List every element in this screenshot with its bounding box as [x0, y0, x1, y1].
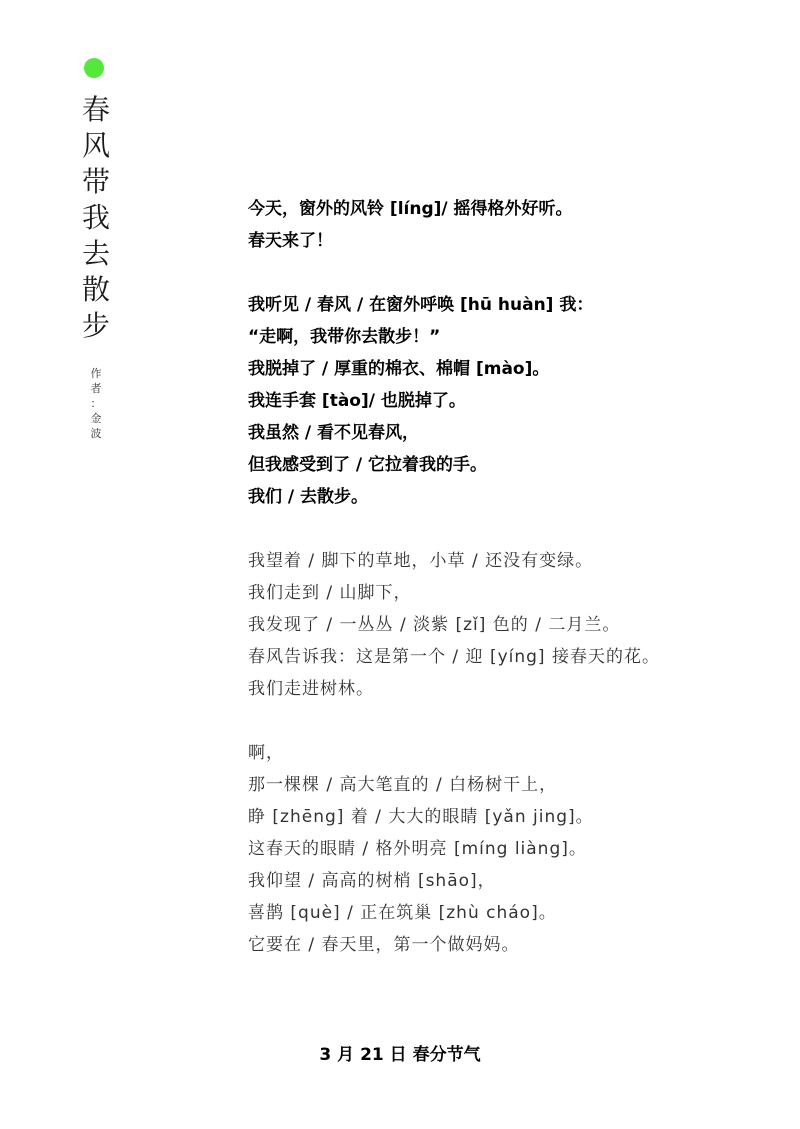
title-char: 散 [81, 273, 110, 306]
stanza-3 [248, 545, 768, 705]
poem-line: 我们走进树林。 [248, 679, 374, 699]
poem-line: 我脱掉了 / 厚重的棉衣、棉帽 [mào]。 [248, 359, 550, 379]
poem-line: 我听见 / 春风 / 在窗外呼唤 [hū huàn] 我： [248, 295, 594, 315]
poem-line: 那一棵棵 / 高大笔直的 / 白杨树干上， [248, 775, 558, 795]
vertical-title [78, 92, 114, 344]
poem-line: 我虽然 / 看不见春风， [248, 423, 420, 443]
poem-line: 睁 [zhēng] 着 / 大大的眼睛 [yǎn jing]。 [248, 807, 594, 827]
poem-line: 我连手套 [tào]/ 也脱掉了。 [248, 391, 466, 411]
author-char: ： [90, 397, 102, 410]
poem-body [248, 193, 768, 961]
poem-line: 我仰望 / 高高的树梢 [shāo]， [248, 871, 496, 891]
poem-line: 今天，窗外的风铃 [líng]/ 摇得格外好听。 [248, 199, 573, 219]
author-char: 金 [90, 412, 102, 425]
poem-line: 我望着 / 脚下的草地，小草 / 还没有变绿。 [248, 551, 594, 571]
poem-line: 春风告诉我：这是第一个 / 迎 [yíng] 接春天的花。 [248, 647, 660, 667]
stanza-4 [248, 737, 768, 961]
poem-line: 这春天的眼睛 / 格外明亮 [míng liàng]。 [248, 839, 587, 859]
poem-line: 春天来了！ [248, 231, 333, 251]
poem-line: 啊， [248, 743, 284, 763]
poem-line: “走啊，我带你去散步！” [248, 327, 441, 347]
stanza-1 [248, 193, 768, 257]
title-char: 风 [81, 129, 110, 162]
poem-line: 我发现了 / 一丛丛 / 淡紫 [zǐ] 色的 / 二月兰。 [248, 615, 621, 635]
poem-line: 我们 / 去散步。 [248, 487, 369, 507]
poem-line: 喜鹊 [què] / 正在筑巢 [zhù cháo]。 [248, 903, 557, 923]
author-char: 者 [90, 382, 102, 395]
title-char: 春 [81, 93, 110, 126]
title-char: 我 [81, 201, 110, 234]
green-dot-icon [84, 58, 104, 78]
footer-date: 3 月 21 日 春分节气 [319, 1045, 481, 1065]
author-char: 波 [90, 427, 102, 440]
author-char: 作 [90, 367, 102, 380]
poem-line: 它要在 / 春天里，第一个做妈妈。 [248, 935, 520, 955]
poem-line: 我们走到 / 山脚下， [248, 583, 412, 603]
title-char: 去 [81, 237, 110, 270]
poem-line: 但我感受到了 / 它拉着我的手。 [248, 455, 488, 475]
title-char: 带 [81, 165, 110, 198]
title-char: 步 [81, 309, 110, 342]
vertical-author [88, 366, 104, 441]
stanza-2 [248, 289, 768, 513]
